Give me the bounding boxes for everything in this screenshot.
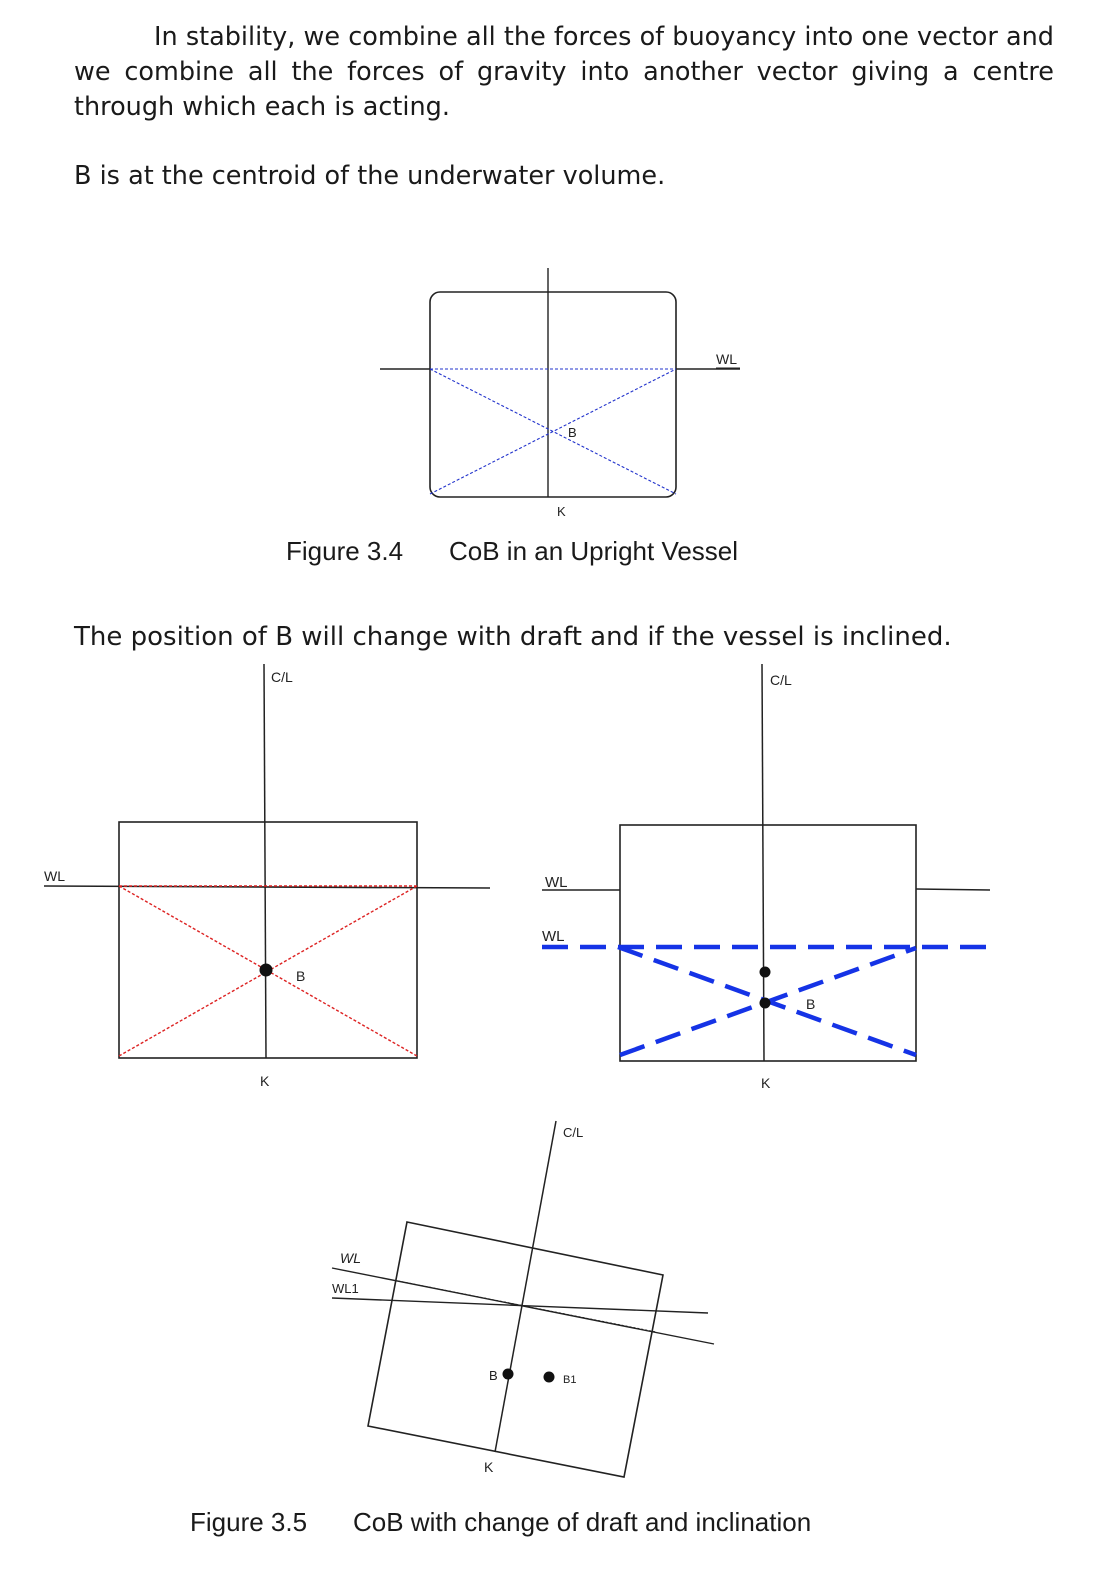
transition-text: The position of B will change with draft and if the vessel is inclined. [74, 622, 952, 652]
inclined-cl-label: C/L [563, 1125, 584, 1140]
left-b-label: B [296, 968, 306, 984]
inclined-b-label: B [489, 1368, 498, 1383]
right-b-label: B [806, 996, 816, 1012]
figure-3-5-title: CoB with change of draft and inclination [353, 1507, 812, 1537]
wl-label: WL [716, 351, 737, 367]
figure-3-5-number: Figure 3.5 [190, 1507, 308, 1537]
figure-3-4-number: Figure 3.4 [286, 536, 404, 566]
figure-3-4-title: CoB in an Upright Vessel [449, 536, 739, 566]
right-wl-lower-label: WL [542, 928, 565, 945]
inclined-b1-point [544, 1372, 555, 1383]
left-k-label: K [260, 1073, 270, 1089]
inclined-b-point [503, 1369, 514, 1380]
inclined-hull-outline [368, 1222, 663, 1477]
b-statement: B is at the centroid of the underwater volume. [74, 161, 666, 191]
right-cl-label: C/L [770, 672, 792, 688]
inclined-b1-label: B1 [563, 1374, 577, 1386]
left-cl-label: C/L [271, 669, 293, 685]
b-label: B [568, 425, 577, 440]
right-k-label: K [761, 1075, 771, 1091]
right-wl-upper-label: WL [545, 874, 568, 891]
inclined-wl-label: WL [340, 1250, 361, 1266]
left-wl-label: WL [44, 868, 65, 884]
inclined-centre-line [495, 1121, 556, 1452]
inclined-wl1-label: WL1 [332, 1281, 359, 1296]
k-label: K [557, 504, 566, 519]
inclined-k-label: K [484, 1459, 494, 1475]
intro-paragraph: In stability, we combine all the forces of buoyancy into one vector and we combine all the forces of gravity into another vector giving a centre through which each is acting. [74, 22, 1054, 122]
